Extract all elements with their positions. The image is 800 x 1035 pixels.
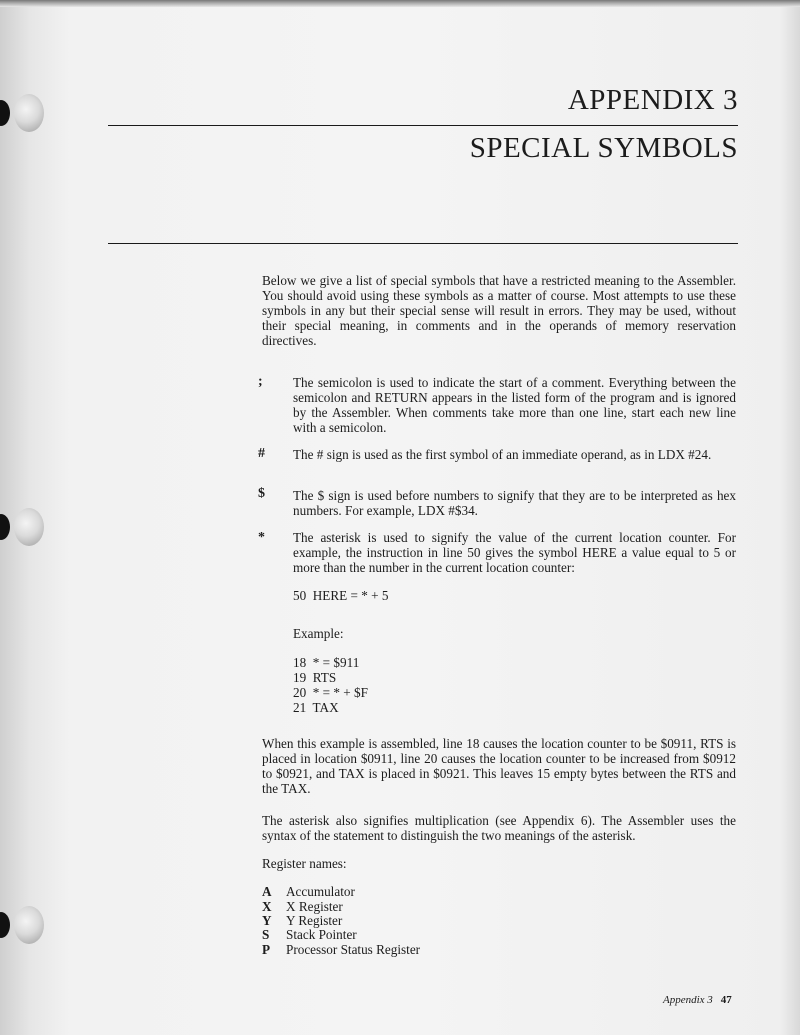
example-label: Example: [293,626,344,641]
symbol-asterisk-description: The asterisk is used to signify the value of the current location counter. For example, the instruction in line 50 gives the symbol HERE a value equal to 5 or more than the number in the current location counter: [293,530,736,575]
register-letter: A [262,884,272,899]
symbol-semicolon-description: The semicolon is used to indicate the start of a comment. Everything between the semicolon and RETURN appears in the listed form of the program and is ignored by the Assembler. When comments take more than one line, start each new line with a semicolon. [293,375,736,435]
footer-section: Appendix 3 [663,994,713,1006]
example-code-line: 20 * = * + $F [293,685,368,700]
register-row [262,913,342,928]
register-letter: S [262,927,270,942]
example-code-line: 18 * = $911 [293,655,360,670]
register-name: Processor Status Register [286,942,421,957]
title-rule-lower [108,243,738,244]
register-names-label: Register names: [262,856,347,871]
example-code-line: 21 TAX [293,700,339,715]
title-rule-upper [108,125,738,126]
binder-hole-bottom [0,906,48,946]
register-name: Y Register [286,913,343,928]
symbol-hash-description: The # sign is used as the first symbol of an immediate operand, as in LDX #24. [293,447,712,462]
example-code-line: 19 RTS [293,670,337,685]
binder-hole-middle [0,508,48,548]
register-name: X Register [286,899,343,914]
multiplication-paragraph: The asterisk also signifies multiplication (see Appendix 6). The Assembler uses the syntax of the statement to distinguish the two meanings of the asterisk. [262,813,736,843]
symbol-dollar: $ [258,486,265,501]
register-row [262,942,420,957]
register-row [262,927,357,942]
symbol-semicolon: ; [258,374,263,389]
page-footer [663,994,732,1006]
register-name: Stack Pointer [286,927,357,942]
intro-paragraph: Below we give a list of special symbols that have a restricted meaning to the Assembler. You should avoid using these symbols as a matter of course. Most attempts to use these symbols in any but their special sense will result in errors. They may be used, without their special meaning, in comments and in the operands of memory reservation directives. [262,273,736,348]
register-name: Accumulator [286,884,355,899]
register-letter: Y [262,913,272,928]
appendix-subtitle: SPECIAL SYMBOLS [469,132,738,164]
register-letter: P [262,942,271,957]
explanation-paragraph: When this example is assembled, line 18 causes the location counter to be $0911, RTS is placed in location $0911, line 20 causes the location counter to be increased from $0912 to $0921, and TAX is placed in $0921. This leaves 15 empty bytes between the RTS and the TAX. [262,736,736,796]
register-row [262,899,343,914]
symbol-dollar-description: The $ sign is used before numbers to signify that they are to be interpreted as hex numbers. For example, LDX #$34. [293,488,736,518]
binder-hole-top [0,94,48,134]
symbol-hash: # [258,446,265,461]
register-letter: X [262,899,272,914]
appendix-title: APPENDIX 3 [567,84,738,116]
symbol-asterisk: * [258,530,265,545]
page-number: 47 [720,994,732,1006]
code-line-50: 50 HERE = * + 5 [293,588,389,603]
register-row [262,884,355,899]
page-top-edge [0,0,800,7]
